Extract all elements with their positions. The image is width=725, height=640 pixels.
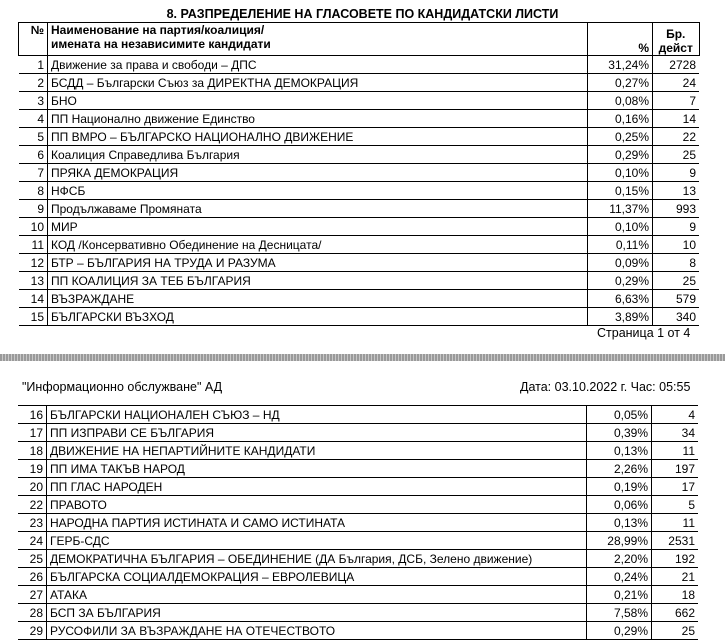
vote-percent: 0,10% [588, 164, 653, 182]
table-row [19, 236, 700, 254]
party-name: НАРОДНА ПАРТИЯ ИСТИНАТА И САМО ИСТИНАТА [47, 514, 587, 532]
table-row [18, 406, 698, 424]
vote-percent: 0,10% [588, 218, 653, 236]
row-number: 24 [18, 532, 47, 550]
vote-percent: 0,29% [588, 146, 653, 164]
party-name: НФСБ [48, 182, 588, 200]
results-table-page2 [18, 405, 698, 640]
vote-count: 13 [653, 182, 700, 200]
row-number: 17 [18, 424, 47, 442]
party-name: ДВИЖЕНИЕ НА НЕПАРТИЙНИТЕ КАНДИДАТИ [47, 442, 587, 460]
vote-count: 340 [653, 308, 700, 326]
row-number: 9 [19, 200, 48, 218]
party-name: БНО [48, 92, 588, 110]
vote-percent: 31,24% [588, 56, 653, 74]
row-number: 18 [18, 442, 47, 460]
document-title: 8. РАЗПРЕДЕЛЕНИЕ НА ГЛАСОВЕТЕ ПО КАНДИДАТСКИ ЛИСТИ [166, 7, 559, 21]
table-row [19, 200, 700, 218]
vote-percent: 0,25% [588, 128, 653, 146]
table-row [19, 272, 700, 290]
vote-count: 4 [652, 406, 699, 424]
vote-count: 10 [653, 236, 700, 254]
table-row [19, 74, 700, 92]
table-row [19, 146, 700, 164]
party-name: ПП ИЗПРАВИ СЕ БЪЛГАРИЯ [47, 424, 587, 442]
table-row [18, 424, 698, 442]
party-name: ПП ГЛАС НАРОДЕН [47, 478, 587, 496]
vote-percent: 0,24% [587, 568, 652, 586]
vote-count: 17 [652, 478, 699, 496]
vote-percent: 0,21% [587, 586, 652, 604]
table-row [19, 110, 700, 128]
row-number: 23 [18, 514, 47, 532]
organization-name: "Информационно обслужване" АД [22, 380, 223, 394]
table-row [18, 496, 698, 514]
vote-count: 11 [652, 442, 699, 460]
vote-percent: 0,11% [588, 236, 653, 254]
table-row [19, 92, 700, 110]
table-header-row [19, 23, 700, 56]
table-row [18, 478, 698, 496]
vote-count: 8 [653, 254, 700, 272]
vote-percent: 0,39% [587, 424, 652, 442]
vote-percent: 3,89% [588, 308, 653, 326]
party-name: Коалиция Справедлива България [48, 146, 588, 164]
vote-percent: 0,19% [587, 478, 652, 496]
party-name: ПП Национално движение Единство [48, 110, 588, 128]
vote-percent: 0,13% [587, 442, 652, 460]
row-number: 27 [18, 586, 47, 604]
party-name: БЪЛГАРСКА СОЦИАЛДЕМОКРАЦИЯ – ЕВРОЛЕВИЦА [47, 568, 587, 586]
row-number: 11 [19, 236, 48, 254]
table-row [18, 568, 698, 586]
row-number: 4 [19, 110, 48, 128]
row-number: 16 [18, 406, 47, 424]
page-separator [0, 354, 725, 361]
row-number: 3 [19, 92, 48, 110]
row-number: 26 [18, 568, 47, 586]
row-number: 8 [19, 182, 48, 200]
table-row [18, 442, 698, 460]
party-name: ПРЯКА ДЕМОКРАЦИЯ [48, 164, 588, 182]
vote-percent: 28,99% [587, 532, 652, 550]
row-number: 15 [19, 308, 48, 326]
vote-count: 9 [653, 164, 700, 182]
vote-percent: 0,08% [588, 92, 653, 110]
party-name: АТАКА [47, 586, 587, 604]
row-number: 20 [18, 478, 47, 496]
vote-percent: 0,15% [588, 182, 653, 200]
table-row [19, 128, 700, 146]
header-votes [653, 23, 700, 56]
header-name-line2: имената на независимите кандидати [51, 37, 271, 51]
row-number: 28 [18, 604, 47, 622]
vote-percent: 0,06% [587, 496, 652, 514]
vote-count: 34 [652, 424, 699, 442]
header-pct: % [588, 23, 653, 56]
row-number: 19 [18, 460, 47, 478]
row-number: 1 [19, 56, 48, 74]
party-name: БТР – БЪЛГАРИЯ НА ТРУДА И РАЗУМА [48, 254, 588, 272]
vote-count: 25 [653, 272, 700, 290]
vote-count: 662 [652, 604, 699, 622]
row-number: 14 [19, 290, 48, 308]
report-date-time: Дата: 03.10.2022 г. Час: 05:55 [520, 380, 691, 394]
party-name: ВЪЗРАЖДАНЕ [48, 290, 588, 308]
header-name [48, 23, 588, 56]
vote-count: 14 [653, 110, 700, 128]
table-row [19, 56, 700, 74]
vote-percent: 0,29% [587, 622, 652, 640]
vote-percent: 11,37% [588, 200, 653, 218]
vote-percent: 7,58% [587, 604, 652, 622]
vote-percent: 2,26% [587, 460, 652, 478]
table-row [18, 514, 698, 532]
vote-count: 5 [652, 496, 699, 514]
vote-count: 2728 [653, 56, 700, 74]
party-name: Продължаваме Промяната [48, 200, 588, 218]
vote-percent: 0,27% [588, 74, 653, 92]
row-number: 10 [19, 218, 48, 236]
vote-percent: 6,63% [588, 290, 653, 308]
vote-count: 579 [653, 290, 700, 308]
party-name: ПП ВМРО – БЪЛГАРСКО НАЦИОНАЛНО ДВИЖЕНИЕ [48, 128, 588, 146]
vote-percent: 0,29% [588, 272, 653, 290]
vote-count: 993 [653, 200, 700, 218]
vote-count: 192 [652, 550, 699, 568]
vote-count: 11 [652, 514, 699, 532]
table-row [19, 182, 700, 200]
header-name-line1: Наименование на партия/коалиция/ [51, 23, 265, 37]
party-name: ДЕМОКРАТИЧНА БЪЛГАРИЯ – ОБЕДИНЕНИЕ (ДА България, ДСБ, Зелено движение) [47, 550, 587, 568]
page-number: Страница 1 от 4 [597, 326, 691, 340]
party-name: БЪЛГАРСКИ НАЦИОНАЛЕН СЪЮЗ – НД [47, 406, 587, 424]
party-name: ПП КОАЛИЦИЯ ЗА ТЕБ БЪЛГАРИЯ [48, 272, 588, 290]
table-row [18, 604, 698, 622]
vote-count: 21 [652, 568, 699, 586]
vote-count: 24 [653, 74, 700, 92]
vote-count: 18 [652, 586, 699, 604]
party-name: Движение за права и свободи – ДПС [48, 56, 588, 74]
vote-percent: 0,16% [588, 110, 653, 128]
table-row [18, 532, 698, 550]
vote-percent: 0,05% [587, 406, 652, 424]
table-row [18, 586, 698, 604]
party-name: БСП ЗА БЪЛГАРИЯ [47, 604, 587, 622]
row-number: 2 [19, 74, 48, 92]
row-number: 7 [19, 164, 48, 182]
header-votes-line2: дейст [658, 41, 693, 55]
row-number: 5 [19, 128, 48, 146]
vote-count: 22 [653, 128, 700, 146]
row-number: 12 [19, 254, 48, 272]
party-name: ГЕРБ-СДС [47, 532, 587, 550]
party-name: БЪЛГАРСКИ ВЪЗХОД [48, 308, 588, 326]
table-row [19, 290, 700, 308]
vote-count: 9 [653, 218, 700, 236]
header-votes-line1: Бр. [666, 27, 686, 41]
header-num: № [19, 23, 48, 56]
table-row [18, 550, 698, 568]
table-row [18, 460, 698, 478]
row-number: 13 [19, 272, 48, 290]
party-name: ПРАВОТО [47, 496, 587, 514]
party-name: КОД /Консервативно Обединение на Десницата/ [48, 236, 588, 254]
vote-percent: 2,20% [587, 550, 652, 568]
row-number: 25 [18, 550, 47, 568]
party-name: БСДД – Български Съюз за ДИРЕКТНА ДЕМОКРАЦИЯ [48, 74, 588, 92]
table-row [19, 254, 700, 272]
vote-count: 197 [652, 460, 699, 478]
results-table-page1 [18, 22, 700, 326]
row-number: 6 [19, 146, 48, 164]
table-row [19, 218, 700, 236]
vote-percent: 0,13% [587, 514, 652, 532]
vote-count: 2531 [652, 532, 699, 550]
vote-count: 25 [653, 146, 700, 164]
party-name: МИР [48, 218, 588, 236]
vote-percent: 0,09% [588, 254, 653, 272]
party-name: ПП ИМА ТАКЪВ НАРОД [47, 460, 587, 478]
table-row [19, 308, 700, 326]
row-number: 22 [18, 496, 47, 514]
party-name: РУСОФИЛИ ЗА ВЪЗРАЖДАНЕ НА ОТЕЧЕСТВОТО [47, 622, 587, 640]
table-row [19, 164, 700, 182]
row-number: 29 [18, 622, 47, 640]
table-row [18, 622, 698, 640]
vote-count: 25 [652, 622, 699, 640]
vote-count: 7 [653, 92, 700, 110]
